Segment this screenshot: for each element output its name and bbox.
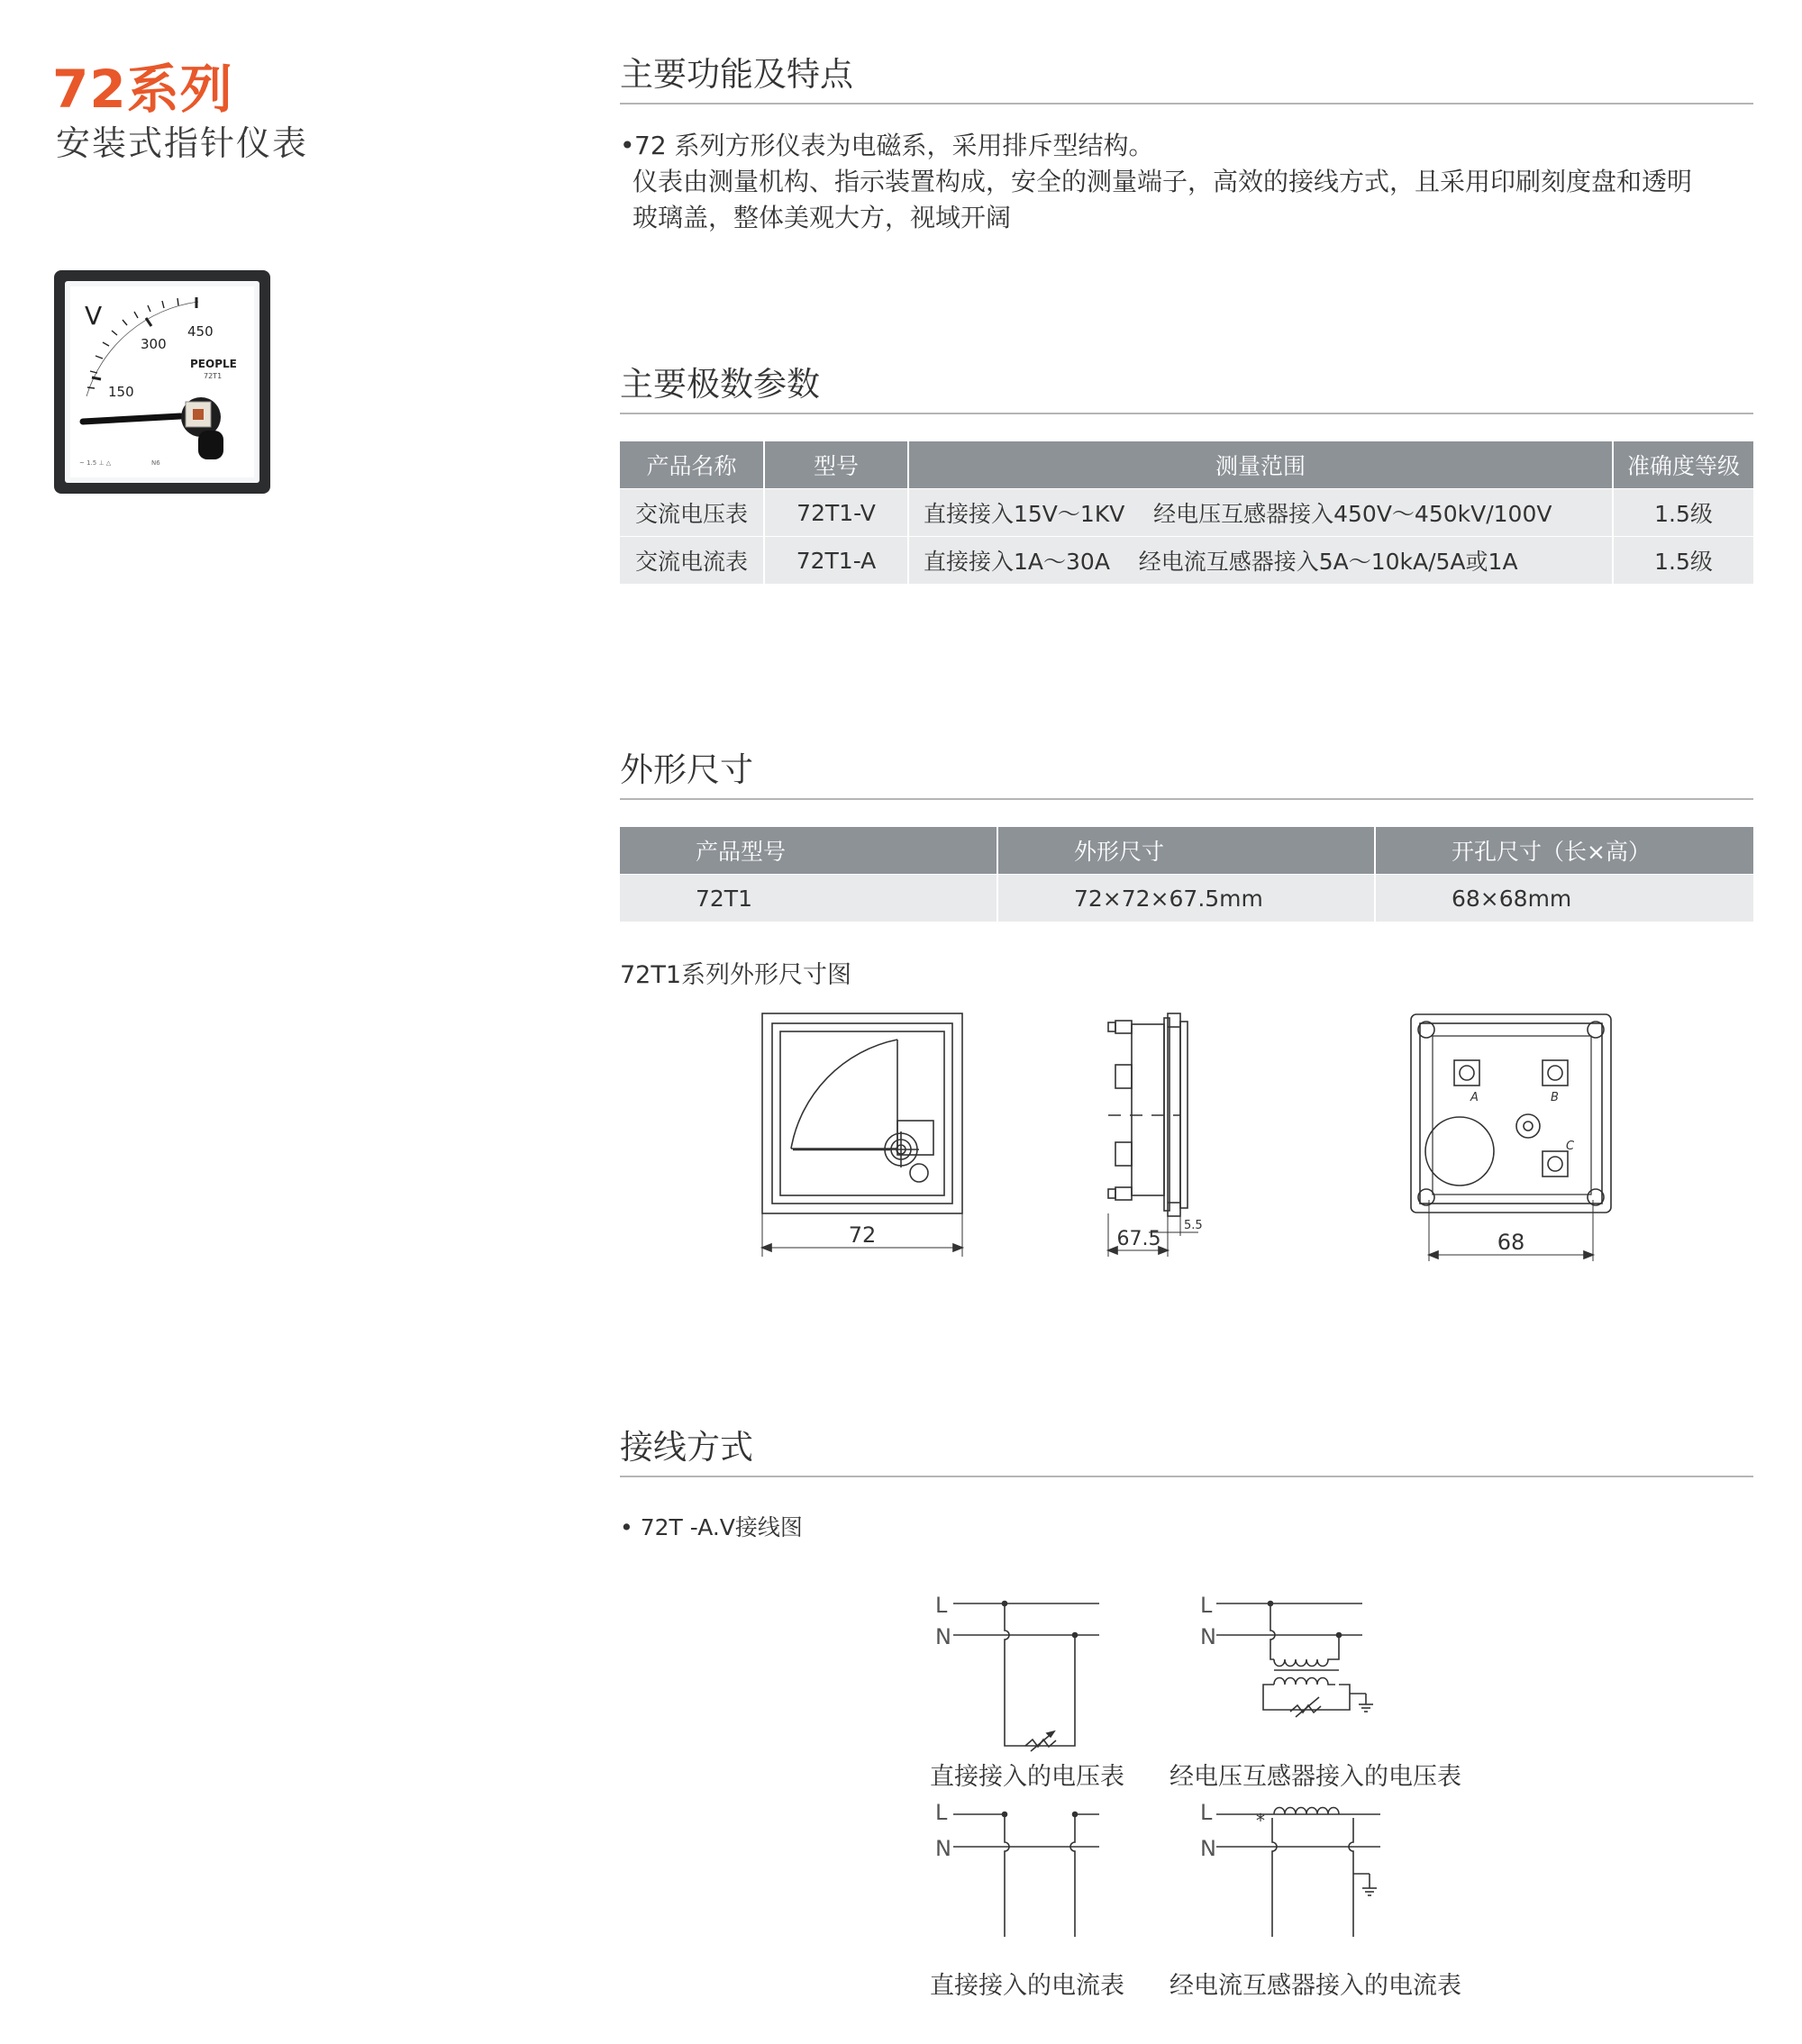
line-label-l: L xyxy=(1200,1593,1213,1618)
column-header: 开孔尺寸（长×高） xyxy=(1375,827,1753,875)
table-row xyxy=(620,537,1753,585)
table-cell: 直接接入15V～1KV 经电压互感器接入450V～450kV/100V xyxy=(908,489,1613,537)
drawing-caption: 72T1系列外形尺寸图 xyxy=(620,961,852,989)
dim-back-width: 68 xyxy=(1497,1230,1525,1255)
table-cell: 68×68mm xyxy=(1375,875,1753,922)
dimension-drawings xyxy=(748,1000,1631,1270)
dim-front-width: 72 xyxy=(848,1222,877,1248)
section-rule xyxy=(620,798,1753,800)
table-cell: 72T1 xyxy=(620,875,997,922)
caption-direct-voltage: 直接接入的电压表 xyxy=(930,1763,1124,1791)
section-rule xyxy=(620,103,1753,104)
line-label-n: N xyxy=(1200,1836,1216,1861)
feature-line-1: 72 系列方形仪表为电磁系，采用排斥型结构。 xyxy=(634,131,1154,160)
section-rule xyxy=(620,1476,1753,1477)
table-cell: 1.5级 xyxy=(1613,489,1753,537)
scale-label-450: 450 xyxy=(187,323,214,340)
footer-right-label: N6 xyxy=(151,459,160,467)
table-cell: 交流电压表 xyxy=(620,489,764,537)
column-header: 外形尺寸 xyxy=(997,827,1375,875)
line-label-n: N xyxy=(1200,1624,1216,1649)
line-label-l: L xyxy=(935,1800,948,1825)
dimensions-table xyxy=(620,827,1753,922)
caption-direct-current: 直接接入的电流表 xyxy=(930,1972,1124,2000)
column-header: 产品名称 xyxy=(620,441,764,489)
table-cell: 1.5级 xyxy=(1613,537,1753,585)
column-header: 产品型号 xyxy=(620,827,997,875)
unit-symbol: V xyxy=(85,301,103,331)
feature-bullet: • xyxy=(620,131,635,160)
table-header-row xyxy=(620,827,1753,875)
table-row xyxy=(620,489,1753,537)
model-label: 72T1 xyxy=(204,372,223,380)
polarity-star: * xyxy=(1256,1810,1265,1831)
caption-voltage-via-pt: 经电压互感器接入的电压表 xyxy=(1169,1763,1461,1791)
section-heading-wiring: 接线方式 xyxy=(620,1428,753,1467)
terminal-label-b: B xyxy=(1551,1091,1559,1104)
section-heading-features: 主要功能及特点 xyxy=(620,55,853,94)
scale-label-150: 150 xyxy=(108,384,134,400)
section-heading-params: 主要极数参数 xyxy=(620,365,820,404)
column-header: 测量范围 xyxy=(908,441,1613,489)
table-header-row xyxy=(620,441,1753,489)
wiring-bullet: • 72T -A.V接线图 xyxy=(620,1514,803,1540)
line-label-l: L xyxy=(935,1593,948,1618)
line-label-n: N xyxy=(935,1624,951,1649)
brand-label: PEOPLE xyxy=(190,358,237,370)
product-meter-image xyxy=(54,270,270,494)
table-cell: 72T1-A xyxy=(764,537,908,585)
table-cell: 交流电流表 xyxy=(620,537,764,585)
table-cell: 72×72×67.5mm xyxy=(997,875,1375,922)
front-view-drawing xyxy=(762,1013,962,1257)
wiring-direct-current xyxy=(953,1812,1099,1938)
column-header: 准确度等级 xyxy=(1613,441,1753,489)
footer-left-label: ~ 1.5 ⊥ △ xyxy=(79,459,112,467)
series-title: 72系列 xyxy=(52,59,233,120)
table-cell: 直接接入1A～30A 经电流互感器接入5A～10kA/5A或1A xyxy=(908,537,1613,585)
wiring-voltage-via-pt xyxy=(1216,1602,1373,1718)
series-subtitle: 安装式指针仪表 xyxy=(56,123,309,163)
terminal-label-c: C xyxy=(1566,1140,1575,1153)
scale-label-300: 300 xyxy=(141,336,167,352)
wiring-direct-voltage xyxy=(953,1602,1099,1752)
params-table xyxy=(620,441,1753,584)
line-label-l: L xyxy=(1200,1800,1213,1825)
dim-side-depth: 67.5 xyxy=(1116,1228,1161,1250)
line-label-n: N xyxy=(935,1836,951,1861)
feature-line-2: 仪表由测量机构、指示装置构成，安全的测量端子，高效的接线方式，且采用印刷刻度盘和透明 xyxy=(633,167,1693,196)
column-header: 型号 xyxy=(764,441,908,489)
section-rule xyxy=(620,413,1753,414)
back-view-drawing xyxy=(1411,1014,1611,1261)
terminal-label-a: A xyxy=(1470,1091,1479,1104)
table-row xyxy=(620,875,1753,922)
caption-current-via-ct: 经电流互感器接入的电流表 xyxy=(1169,1972,1461,2000)
dim-side-flange: 5.5 xyxy=(1184,1219,1203,1232)
wiring-current-via-ct xyxy=(1216,1808,1380,1938)
feature-line-3: 玻璃盖，整体美观大方，视域开阔 xyxy=(633,203,1012,232)
section-heading-dimensions: 外形尺寸 xyxy=(620,750,753,789)
table-cell: 72T1-V xyxy=(764,489,908,537)
